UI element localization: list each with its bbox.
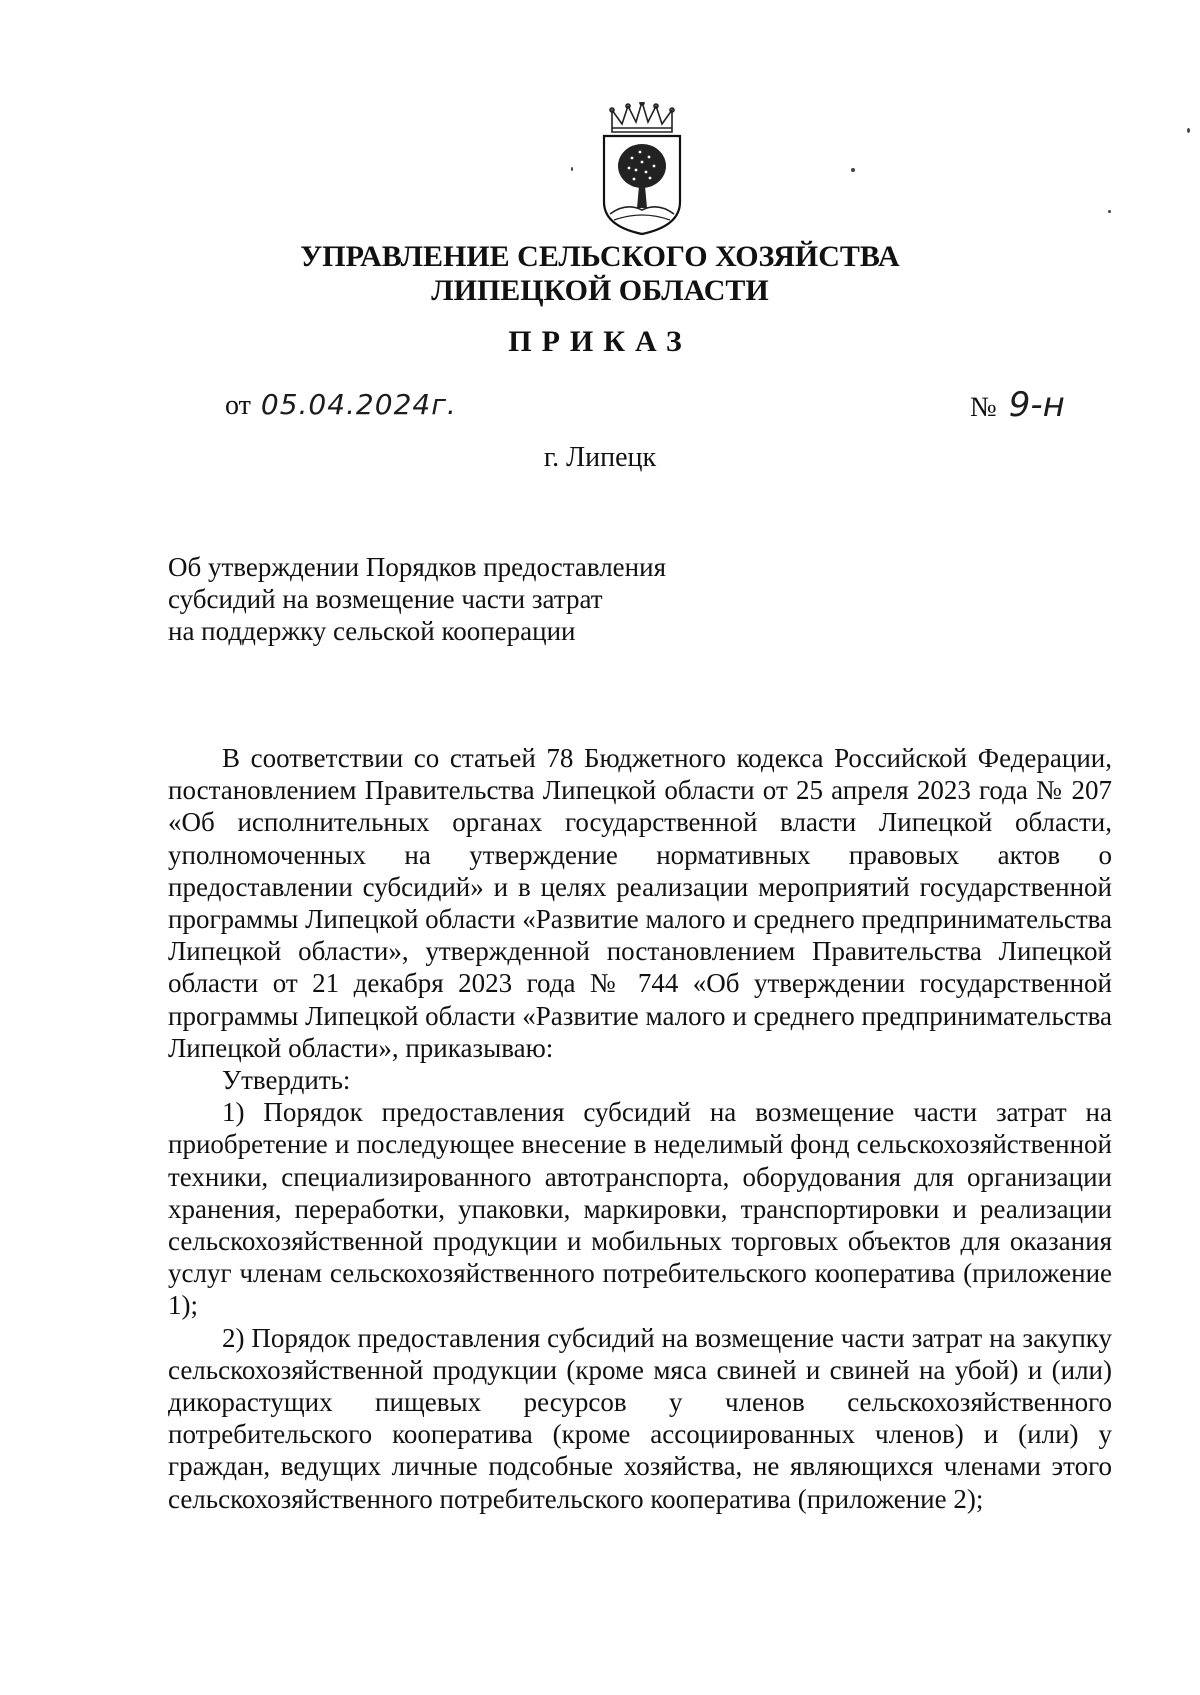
document-number bbox=[970, 385, 1065, 425]
org-name-line-1: УПРАВЛЕНИЕ СЕЛЬСКОГО ХОЗЯЙСТВА bbox=[300, 240, 900, 273]
date-prefix: от bbox=[225, 390, 251, 421]
org-name-line-2: ЛИПЕЦКОЙ ОБЛАСТИ bbox=[431, 274, 769, 307]
scan-speck bbox=[1187, 128, 1190, 133]
document-body bbox=[168, 742, 1112, 1515]
organization-name bbox=[0, 240, 1200, 308]
document-date bbox=[225, 388, 457, 422]
preamble-paragraph: В соответствии со статьей 78 Бюджетного кодекса Российской Федерации, постановлением Правительства Липецкой области от 25 апреля 2023 года № 207 «Об исполнительных органах государственной власти Липецкой области, уполномоченных на утверждение нормативных правовых актов о предоставлении субсидий» и в целях реализации мероприятий государственной программы Липецкой области «Развитие малого и среднего предпринимательства Липецкой области», утвержденной постановлением Правительства Липецкой области от 21 декабря 2023 года № 744 «Об утверждении государственной программы Липецкой области «Развитие малого и среднего предпринимательства Липецкой области», приказываю: bbox=[168, 743, 1112, 1063]
subject-line-2: субсидий на возмещение части затрат bbox=[168, 584, 603, 614]
scan-speck bbox=[1108, 210, 1111, 213]
item-2-paragraph: 2) Порядок предоставления субсидий на возмещение части затрат на закупку сельскохозяйственной продукции (кроме мяса свиней и свиней на убой) и (или) дикорастущих пищевых ресурсов у членов сельскохозяйственного потребительского кооператива (кроме ассоциированных членов) и (или) у граждан, ведущих личные подсобные хозяйства, не являющихся членами этого сельскохозяйственного потребительского кооператива (приложение 2); bbox=[168, 1322, 1112, 1514]
subject-line-1: Об утверждении Порядков предоставления bbox=[168, 552, 666, 582]
number-prefix: № bbox=[970, 392, 997, 423]
date-value: 05.04.2024г. bbox=[260, 388, 457, 421]
document-type: ПРИКАЗ bbox=[508, 325, 692, 358]
coat-of-arms-icon bbox=[602, 102, 682, 236]
subject-line-3: на поддержку сельской кооперации bbox=[168, 616, 576, 646]
scan-speck bbox=[571, 167, 573, 171]
number-value: 9-н bbox=[1008, 385, 1065, 425]
item-1-paragraph: 1) Порядок предоставления субсидий на возмещение части затрат на приобретение и последующее внесение в неделимый фонд сельскохозяйственной техники, специализированного автотранспорта, оборудования для организации хранения, переработки, упаковки, маркировки, транспортировки и реализации сельскохозяйственной продукции и мобильных торговых объектов для оказания услуг членам сельскохозяйственного потребительского кооператива (приложение 1); bbox=[168, 1097, 1112, 1321]
approve-paragraph: Утвердить: bbox=[222, 1065, 351, 1096]
document-city: г. Липецк bbox=[543, 442, 657, 473]
document-subject bbox=[168, 551, 728, 647]
scan-speck bbox=[851, 168, 855, 172]
